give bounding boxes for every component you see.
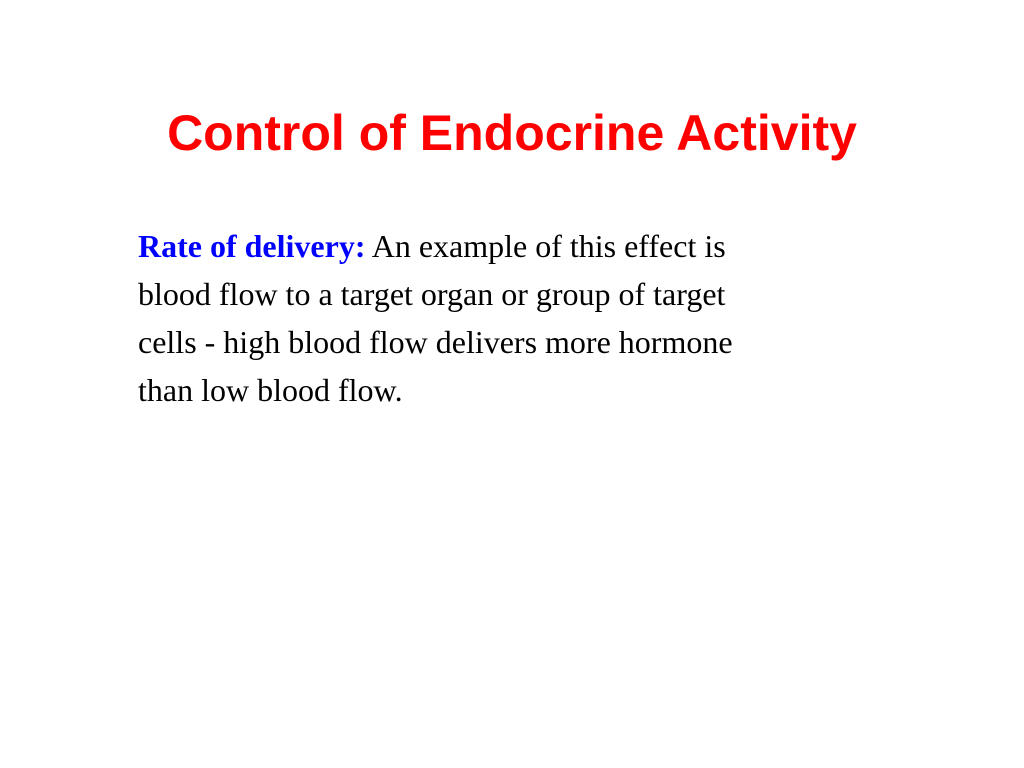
- body-line-3: cells - high blood flow delivers more hormone: [138, 324, 733, 360]
- slide-title: Control of Endocrine Activity: [167, 105, 857, 161]
- term-label: Rate of delivery:: [138, 228, 366, 264]
- body-line-2: blood flow to a target organ or group of target: [138, 276, 726, 312]
- body-paragraph: [138, 222, 898, 414]
- body-line-4: than low blood flow.: [138, 372, 403, 408]
- body-line-1: An example of this effect is: [371, 228, 726, 264]
